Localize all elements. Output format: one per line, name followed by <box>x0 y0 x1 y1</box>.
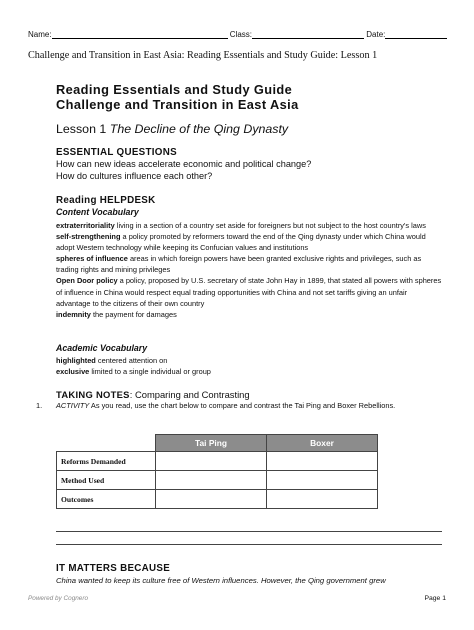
column-header: Tai Ping <box>156 435 267 452</box>
vocab-definition: living in a section of a country set aside for foreigners but not subject to the host country's laws <box>116 221 426 230</box>
row-label: Reforms Demanded <box>57 452 156 471</box>
class-label: Class: <box>229 30 253 39</box>
taking-notes-subtitle: : Comparing and Contrasting <box>129 389 250 400</box>
activity-text: As you read, use the chart below to compare and contrast the Tai Ping and Boxer Rebellions. <box>90 401 396 410</box>
chart-header-row <box>57 435 378 452</box>
vocab-term: exclusive <box>56 367 90 377</box>
answer-cell[interactable] <box>267 452 378 471</box>
helpdesk-heading: Reading HELPDESK <box>56 195 156 206</box>
date-label: Date: <box>366 30 386 39</box>
answer-cell[interactable] <box>156 471 267 490</box>
taking-notes-heading <box>56 389 250 400</box>
vocab-entry <box>56 275 442 308</box>
content-vocab-list <box>56 220 442 320</box>
vocab-entry <box>56 220 442 231</box>
lesson-name: The Decline of the Qing Dynasty <box>109 122 289 136</box>
vocab-definition: a policy, proposed by U.S. secretary of state John Hay in 1899, that stated all powers with spheres of influence in China would respect equal trading opportunities with China and not set tariffs giving an unfair advantage to the citizens of their own country <box>56 276 442 308</box>
lesson-number: Lesson 1 <box>56 122 107 136</box>
vocab-definition: a policy promoted by reformers toward the end of the Qing dynasty under which China would adopt Western technology while keeping its Confucian values and institutions <box>56 232 426 253</box>
vocab-term: indemnity <box>56 309 91 319</box>
essential-question-1: How can new ideas accelerate economic and political change? <box>56 159 312 169</box>
powered-by-footer: Powered by Cognero <box>28 595 89 602</box>
vocab-term: highlighted <box>56 356 96 365</box>
vocab-definition: areas in which foreign powers have been granted exclusive rights and privileges, such as trading rights and mining privileges <box>56 254 422 275</box>
vocab-entry <box>56 355 442 366</box>
it-matters-text: China wanted to keep its culture free of Western influences. However, the Qing government grew <box>56 576 386 585</box>
compare-chart <box>56 434 378 509</box>
academic-vocab-list <box>56 355 442 377</box>
vocab-term: extraterritoriality <box>56 221 115 230</box>
essential-questions-heading: ESSENTIAL QUESTIONS <box>56 147 177 158</box>
academic-vocab-heading: Academic Vocabulary <box>56 343 148 353</box>
content-vocab-heading: Content Vocabulary <box>56 207 139 217</box>
activity-label: ACTIVITY <box>56 401 90 410</box>
essential-question-2: How do cultures influence each other? <box>56 171 213 181</box>
answer-cell[interactable] <box>267 471 378 490</box>
answer-line[interactable] <box>56 544 442 545</box>
activity-instructions <box>36 400 456 411</box>
item-number: 1. <box>36 401 43 410</box>
table-row <box>57 471 378 490</box>
date-field-line[interactable] <box>385 30 447 39</box>
page-title-line-2: Challenge and Transition in East Asia <box>56 97 299 112</box>
vocab-entry <box>56 231 442 253</box>
chart-corner-cell <box>57 435 156 452</box>
header-fields <box>28 30 447 39</box>
vocab-term: self-strengthening <box>56 232 121 242</box>
vocab-definition: limited to a single individual or group <box>91 367 211 377</box>
table-row <box>57 490 378 509</box>
row-label: Outcomes <box>57 490 156 509</box>
it-matters-heading: IT MATTERS BECAUSE <box>56 563 171 574</box>
document-subtitle: Challenge and Transition in East Asia: Reading Essentials and Study Guide: Lesson 1 <box>28 50 378 61</box>
vocab-definition: the payment for damages <box>92 309 177 319</box>
answer-cell[interactable] <box>156 452 267 471</box>
taking-notes-label: TAKING NOTES <box>56 389 130 400</box>
table-row <box>57 452 378 471</box>
class-field-line[interactable] <box>252 30 364 39</box>
vocab-term: Open Door policy <box>56 276 118 286</box>
vocab-entry <box>56 366 442 377</box>
answer-line[interactable] <box>56 531 442 532</box>
page-number: Page 1 <box>424 595 446 602</box>
column-header: Boxer <box>267 435 378 452</box>
vocab-entry <box>56 309 442 320</box>
name-label: Name: <box>28 30 52 39</box>
row-label: Method Used <box>57 471 156 490</box>
name-field-line[interactable] <box>52 30 228 39</box>
vocab-definition: centered attention on <box>97 356 168 365</box>
lesson-title <box>56 122 288 136</box>
vocab-entry <box>56 253 442 275</box>
answer-cell[interactable] <box>156 490 267 509</box>
page-title-line-1: Reading Essentials and Study Guide <box>56 82 293 97</box>
answer-cell[interactable] <box>267 490 378 509</box>
vocab-term: spheres of influence <box>56 254 128 264</box>
